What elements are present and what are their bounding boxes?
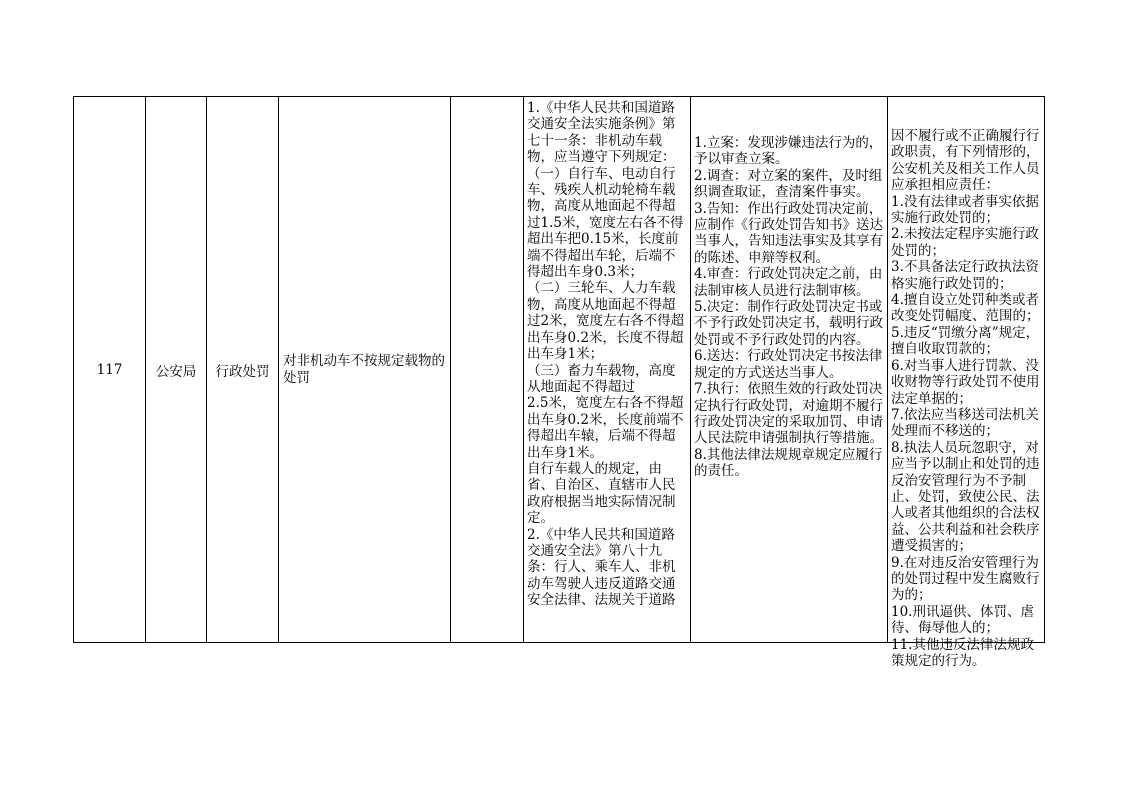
cell-basis — [524, 97, 691, 642]
responsibility-text: 因不履行或不正确履行行政职责，有下列情形的，公安机关及相关工作人员应承担相应责任： 1.没有法律或者事实依据实施行政处罚的； 2.未按法定程序实施行政处罚的； 3.不具备法定行政执法资格实施行政处罚的； 4.擅自设立处罚种类或者改变处罚幅度、范围的； 5.违反“罚缴分离”规定，擅自收取罚款的； 6.对当事人进行罚款、没收财物等行政处罚不使用法定单据的； 7.依法应当移送司法机关处理而不移送的； 8.执法人员玩忽职守，对应当予以制止和处罚的违反治安管理行为不予制止、处罚，致使公民、法人或者其他组织的合法权益、公共利益和社会秩序遭受损害的； 9.在对违反治安管理行为的处罚过程中发生腐败行为的； 10.刑讯逼供、体罚、虐待、侮辱他人的； 11.其他违反法律法规政策规定的行为。 — [891, 128, 1040, 669]
item-name-text: 对非机动车不按规定载物的处罚 — [283, 353, 445, 386]
cell-process — [691, 97, 888, 642]
cell-number — [74, 97, 146, 642]
department-text: 公安局 — [155, 363, 197, 380]
cell-item-name — [279, 97, 451, 642]
cell-responsibility — [888, 97, 1045, 669]
category-text: 行政处罚 — [215, 363, 270, 380]
cell-sub-item — [451, 97, 524, 642]
cell-department — [146, 97, 207, 642]
process-text: 1.立案：发现涉嫌违法行为的，予以审查立案。 2.调查：对立案的案件，及时组织调查取证，查清案件事实。 3.告知：作出行政处罚决定前，应制作《行政处罚告知书》送达当事人，告知违法事实及其享有的陈述、申辩等权利。 4.审查：行政处罚决定之前，由法制审核人员进行法制审核。 5.决定：制作行政处罚决定书或不予行政处罚决定书，载明行政处罚或不予行政处罚的内容。 6.送达：行政处罚决定书按法律规定的方式送达当事人。 7.执行：依照生效的行政处罚决定执行行政处罚，对逾期不履行行政处罚决定的采取加罚、申请人民法院申请强制执行等措施。 8.其他法律法规规章规定应履行的责任。 — [694, 135, 883, 480]
cell-category — [207, 97, 279, 642]
row-number: 117 — [96, 361, 123, 378]
basis-text: 1.《中华人民共和国道路交通安全法实施条例》第七十一条：非机动车载物，应当遵守下列规定： （一）自行车、电动自行车、残疾人机动轮椅车载物，高度从地面起不得超过1.5米，宽度左右各不得超出车把0.15米，长度前端不得超出车轮，后端不得超出车身0.3米； （二）三轮车、人力车载物，高度从地面起不得超过2米，宽度左右各不得超出车身0.2米，长度不得超出车身1米； （三）畜力车载物，高度从地面起不得超过 2.5米，宽度左右各不得超出车身0.2米，长度前端不得超出车辕，后端不得超出车身1米。 自行车载人的规定，由省、自治区、直辖市人民政府根据当地实际情况制定。 2.《中华人民共和国道路交通安全法》第八十九条：行人、乘车人、非机动车驾驶人违反道路交通安全法律、法规关于道路 — [527, 100, 685, 609]
data-table — [73, 96, 1045, 669]
